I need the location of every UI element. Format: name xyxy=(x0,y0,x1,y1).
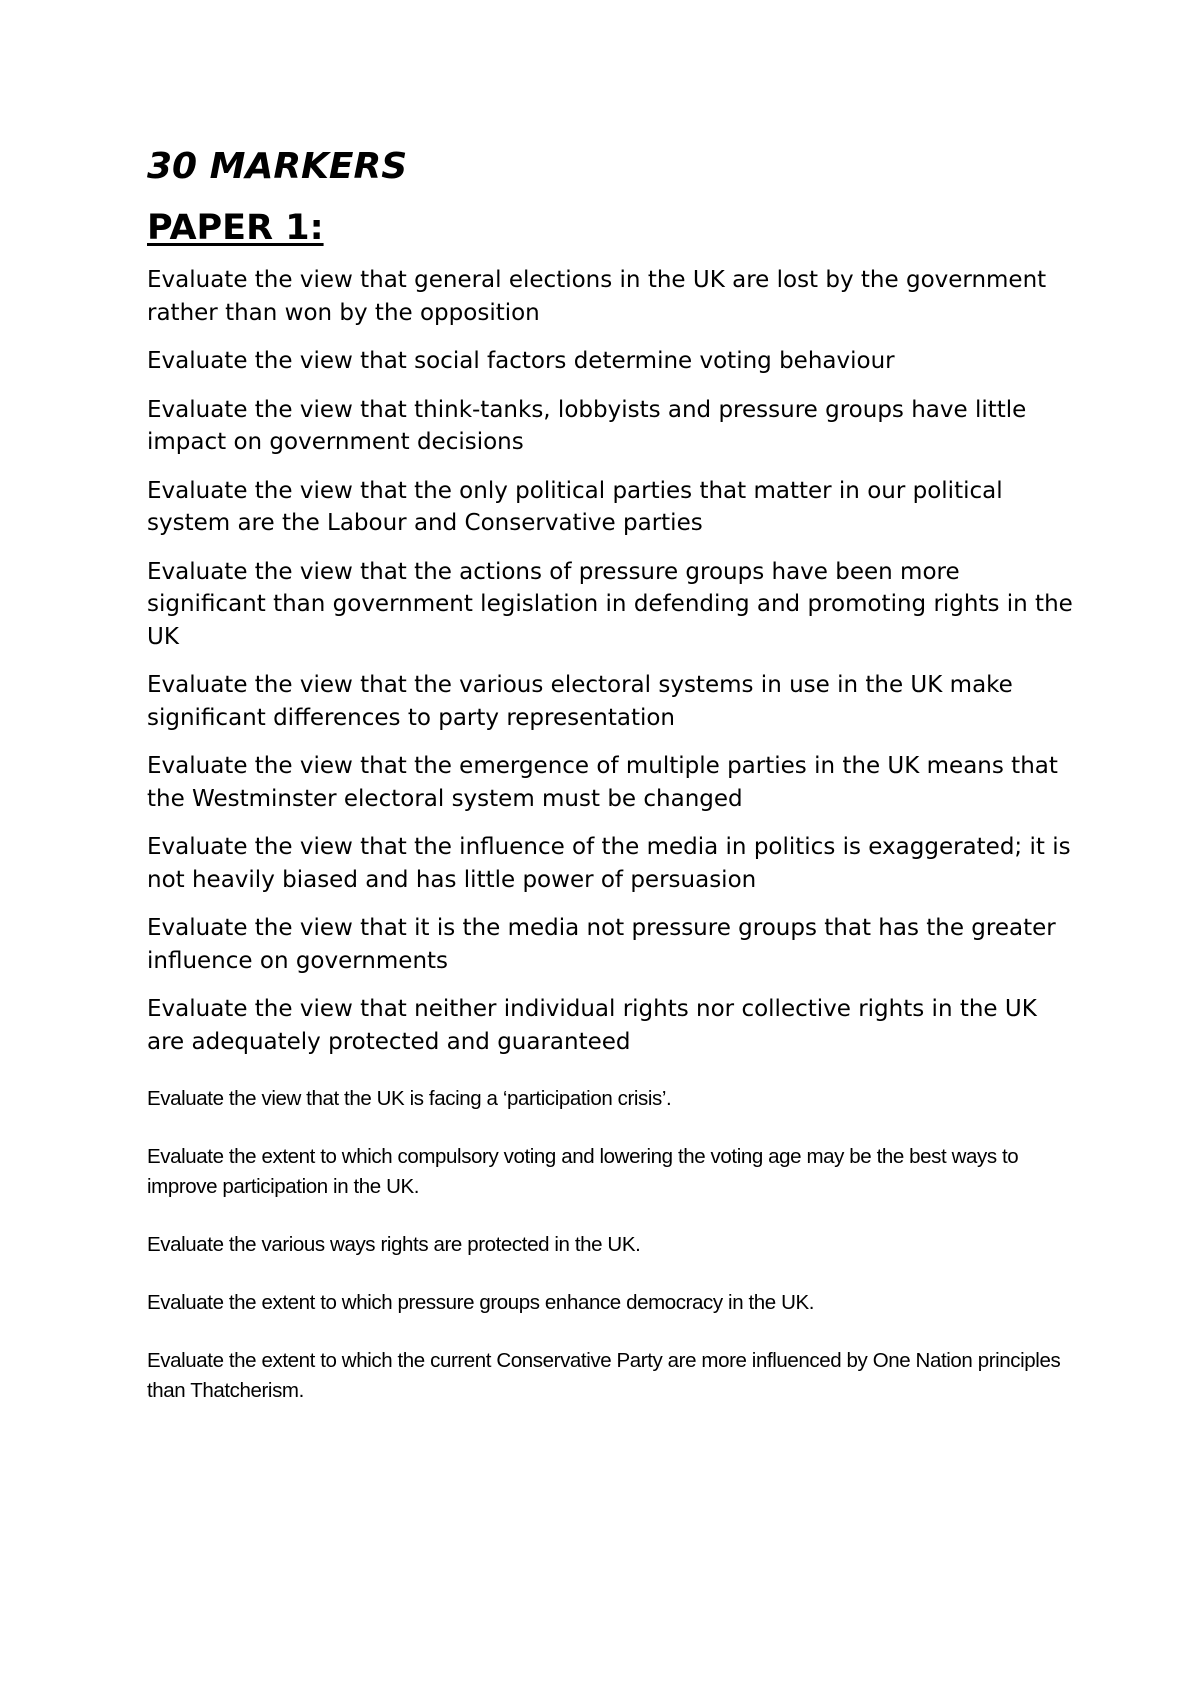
question-item-secondary: Evaluate the extent to which pressure groups enhance democracy in the UK. xyxy=(147,1291,815,1314)
question-item-secondary: Evaluate the various ways rights are protected in the UK. xyxy=(147,1233,641,1256)
question-item: Evaluate the view that it is the media not pressure groups that has the greater influence on governments xyxy=(147,915,1056,974)
question-item-secondary: Evaluate the extent to which compulsory voting and lowering the voting age may be the best ways to improve participation in the UK. xyxy=(147,1145,1019,1198)
question-item: Evaluate the view that the only political parties that matter in our political system are the Labour and Conservative parties xyxy=(147,477,1003,536)
document-title: 30 MARKERS xyxy=(147,146,408,187)
question-item: Evaluate the view that the influence of the media in politics is exaggerated; it is not heavily biased and has little power of persuasion xyxy=(147,834,1071,893)
question-item: Evaluate the view that the emergence of multiple parties in the UK means that the Westminster electoral system must be changed xyxy=(147,753,1058,812)
question-item: Evaluate the view that the actions of pressure groups have been more significant than government legislation in defending and promoting rights in the UK xyxy=(147,558,1073,650)
paper-heading: PAPER 1: xyxy=(147,208,324,248)
question-item-secondary: Evaluate the view that the UK is facing a ‘participation crisis’. xyxy=(147,1087,672,1110)
question-item-secondary: Evaluate the extent to which the current Conservative Party are more influenced by One Nation principles than Thatcherism. xyxy=(147,1349,1061,1402)
question-item: Evaluate the view that the various electoral systems in use in the UK make significant differences to party representation xyxy=(147,672,1013,731)
document-body xyxy=(147,140,1077,1406)
question-item: Evaluate the view that think-tanks, lobbyists and pressure groups have little impact on government decisions xyxy=(147,396,1027,455)
question-item: Evaluate the view that general elections in the UK are lost by the government rather than won by the opposition xyxy=(147,267,1047,326)
question-item: Evaluate the view that neither individual rights nor collective rights in the UK are adequately protected and guaranteed xyxy=(147,996,1037,1055)
question-item: Evaluate the view that social factors determine voting behaviour xyxy=(147,348,895,374)
